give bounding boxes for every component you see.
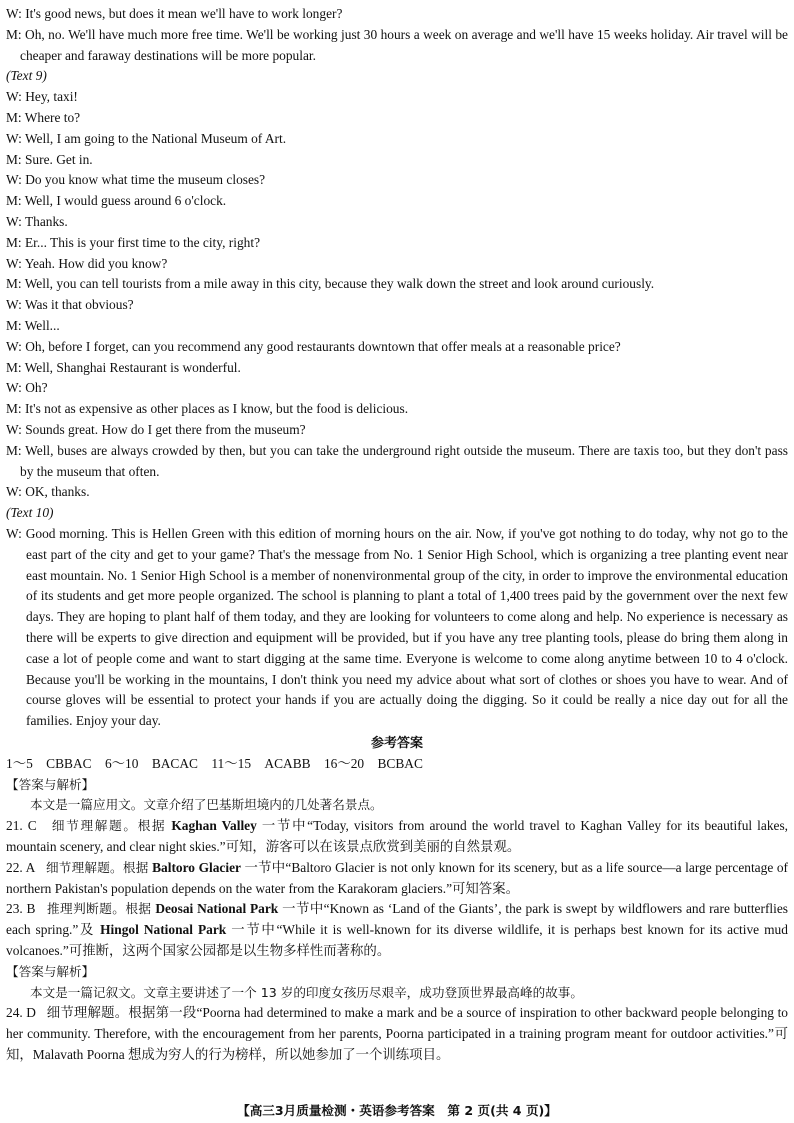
explanation-text: 一节中“Known as ‘Land of the Giants’, the park is swept by wildflowers and rare butterflies each spring.”及	[6, 901, 789, 938]
answer-sheet-page	[6, 4, 788, 1066]
dialogue-line: M: Er... This is your first time to the city, right?	[6, 234, 261, 250]
dialogue-line: W: Oh?	[6, 380, 48, 396]
passage-intro: 本文是一篇应用文。文章介绍了巴基斯坦境内的几处著名景点。	[30, 797, 383, 813]
section-name: Deosai National Park	[155, 901, 279, 917]
text-9-label: (Text 9)	[6, 68, 47, 84]
dialogue-8	[6, 4, 788, 66]
dialogue-line: M: Well, Shanghai Restaurant is wonderful.	[6, 359, 241, 375]
dialogue-line: M: Well...	[6, 317, 60, 333]
dialogue-line: M: It's not as expensive as other places as I know, but the food is delicious.	[6, 401, 409, 417]
dialogue-line: W: Do you know what time the museum closes?	[6, 172, 266, 188]
analysis-header: 【答案与解析】	[6, 963, 95, 979]
analysis-header: 【答案与解析】	[6, 776, 95, 792]
text-10-label: (Text 10)	[6, 505, 54, 521]
page-footer: 【高三3月质量检测・英语参考答案 第 2 页(共 4 页)】	[237, 1103, 557, 1118]
explanation-text: 一节中“Baltoro Glacier is not only known for its scenery, but as a life source—a large percentage of northern Pakistan's population depends on the water from the Karakoram glaciers.”可知答案。	[6, 859, 788, 896]
explanation-text: 一节中“While it is well-known for its diverse wildlife, it is perhaps best known for its active mud volcanoes.”可推断，这两个国家公园都是以生物多样性而著称的。	[6, 922, 788, 959]
dialogue-line: W: Well, I am going to the National Museum of Art.	[6, 130, 287, 146]
dialogue-line: M: Sure. Get in.	[6, 151, 93, 167]
question-24-explanation	[6, 1003, 788, 1065]
question-number: 23. B	[6, 901, 36, 917]
answers-title: 参考答案	[370, 735, 423, 751]
dialogue-line: W: Yeah. How did you know?	[6, 255, 168, 271]
dialogue-line: M: Where to?	[6, 109, 81, 125]
question-type: 推理判断题。根据	[46, 901, 152, 917]
dialogue-line: M: Oh, no. We'll have much more free time. We'll be working just 30 hours a week on average and we'll have 15 weeks holiday. Air travel will be cheaper and faraway destinations will be more popular.	[6, 26, 788, 63]
dialogue-line: M: Well, I would guess around 6 o'clock.	[6, 193, 227, 209]
answer-keys: 1～5 CBBAC 6～10 BACAC 11～15 ACABB 16～20 BCBAC	[6, 755, 423, 771]
explanation-text: 一节中“Today, visitors from around the world travel to Kaghan Valley for its beautiful lakes, mountain scenery, and clear night skies.”可知，游客可以在该景点欣赏到美丽的自然景观。	[6, 818, 789, 855]
dialogue-line: M: Well, you can tell tourists from a mile away in this city, because they walk down the street and look around curiously.	[6, 276, 655, 292]
question-23-explanation	[6, 899, 788, 961]
question-21-explanation	[6, 816, 788, 858]
section-name: Kaghan Valley	[171, 818, 257, 834]
dialogue-line: W: Sounds great. How do I get there from the museum?	[6, 421, 306, 437]
question-22-explanation	[6, 858, 788, 900]
text-10-monologue: W: Good morning. This is Hellen Green with this edition of morning hours on the air. Now, if you've got nothing to do today, why not go to the east part of the city and get to your game? That's the message from No. 1 Senior High School, which is organizing a tree planting event near east mountain. No. 1 Senior High School is a member of nonenvironmental group of the city, in order to improve the environmental education of its students and get more people organized. The school is planning to plant a total of 1,400 trees paid by the government over the next few days. They are hoping to plant half of them today, and they are looking for volunteers to come along and help. No experience is necessary as there will be experts to give direction and equipment will be provided, but if you have any tree planting tools, please do bring them along in case a lot of people come and want to start digging at the same time. Everyone is welcome to come along anytime between 10 to 4 o'clock. Because you'll be working in the mountains, I don't think you need my advice about what sort of clothes or shoes you have to wear. And of course gloves will be essential to protect your hands if you are actually doing the digging. So it could be really a nice day out for all the families. Enjoy your day.	[6, 525, 788, 729]
question-type: 细节理解题。根据	[51, 818, 167, 834]
dialogue-line: W: Was it that obvious?	[6, 297, 134, 313]
dialogue-line: M: Well, buses are always crowded by then, but you can take the underground right outside the museum. There are taxis too, but they don't pass by the museum that often.	[6, 442, 788, 479]
question-number: 21. C	[6, 818, 37, 834]
dialogue-line: W: Hey, taxi!	[6, 89, 78, 105]
question-number: 24. D	[6, 1005, 36, 1021]
passage-intro: 本文是一篇记叙文。文章主要讲述了一个 13 岁的印度女孩历尽艰辛，成功登顶世界最高峰的故事。	[30, 984, 583, 1000]
dialogue-line: W: Thanks.	[6, 213, 68, 229]
section-name: Hingol National Park	[100, 922, 227, 938]
dialogue-9	[6, 87, 788, 503]
section-name: Baltoro Glacier	[152, 859, 241, 875]
explanation-text: 细节理解题。根据第一段“Poorna had determined to make a mark and be a source of inspiration to other backward people belonging to her community. Therefore, with the encouragement from her parents, Poorna participated in a training program meant for outdoor activities.”可知，Malavath Poorna 想成为穷人的行为榜样，所以她参加了一个训练项目。	[6, 1005, 788, 1063]
dialogue-line: W: It's good news, but does it mean we'll have to work longer?	[6, 6, 343, 21]
question-number: 22. A	[6, 859, 36, 875]
question-type: 细节理解题。根据	[45, 859, 149, 875]
dialogue-line: W: OK, thanks.	[6, 484, 90, 500]
dialogue-line: W: Oh, before I forget, can you recommend any good restaurants downtown that offer meals at a reasonable price?	[6, 338, 621, 354]
